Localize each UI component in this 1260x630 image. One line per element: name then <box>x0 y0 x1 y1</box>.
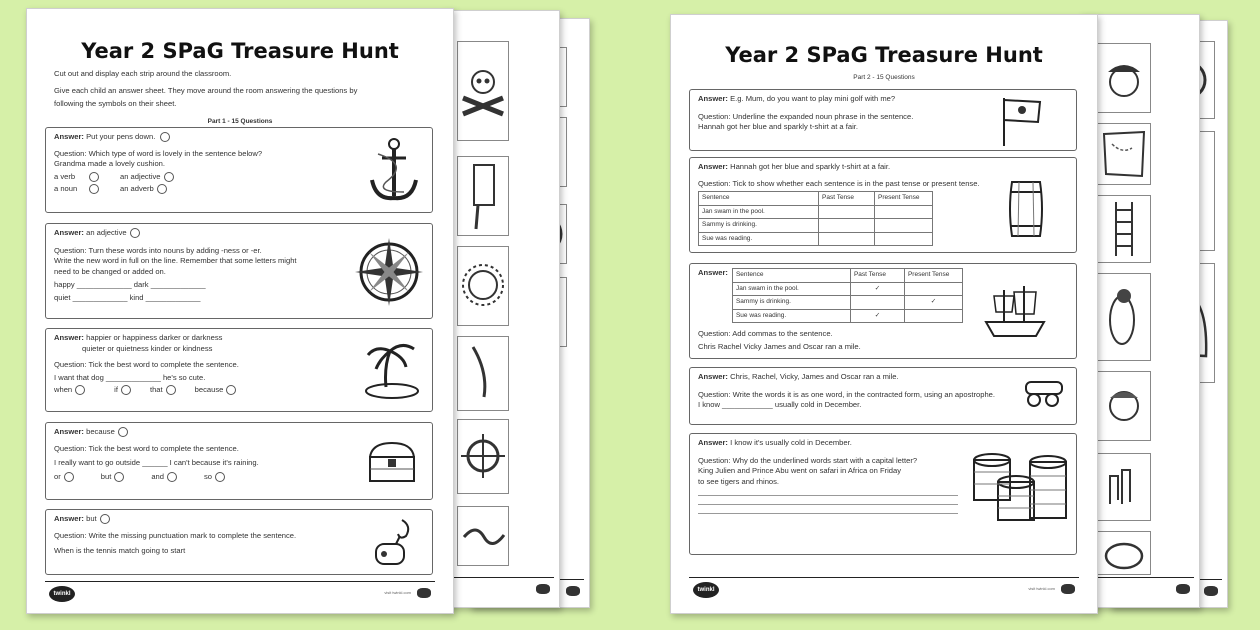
picture-card <box>457 246 509 326</box>
option-checkbox[interactable] <box>89 172 99 182</box>
footer <box>689 577 1079 603</box>
tick-cell[interactable] <box>875 219 933 233</box>
pot-of-gold-icon <box>1098 532 1150 574</box>
part-label: Part 2 - 15 Questions <box>853 74 915 81</box>
answer-line[interactable] <box>698 495 958 496</box>
anchor-icon <box>366 134 422 206</box>
pirate-face-icon <box>1098 44 1150 112</box>
answer-line[interactable] <box>698 513 958 514</box>
picture-card <box>1097 195 1151 263</box>
skull-crossbones-icon <box>458 42 508 140</box>
hook-icon <box>366 514 416 572</box>
option-checkbox[interactable] <box>121 385 131 395</box>
tick-icon <box>118 427 128 437</box>
instructions: Cut out and display each strip around the classroom. Give each child an answer sheet. They move around the room answering the questions by following the symbols on their sheet. <box>54 69 358 108</box>
right-worksheet <box>670 14 1098 614</box>
tense-answer-table: Sentence Past Tense Present Tense Jan swam in the pool. ✓ Sammy is drinking. ✓ Sue was reading. ✓ <box>732 268 963 323</box>
tick-cell[interactable] <box>819 205 875 219</box>
cannon-icon <box>1016 374 1070 410</box>
left-back-sheet-1 <box>440 10 560 608</box>
tick-icon <box>100 514 110 524</box>
picture-card <box>457 336 509 411</box>
twinkl-logo-icon <box>566 586 580 596</box>
tick-cell[interactable] <box>875 232 933 246</box>
question-strip: Answer: an adjective Question: Turn these words into nouns by adding -ness or -er. Write the new word in full on the line. Remember that some letters might need to be changed or added on. happy _____________ dark _____________ quiet _____________ kind _____________ <box>45 223 433 319</box>
twinkl-logo-icon <box>417 588 431 598</box>
picture-card <box>457 41 509 141</box>
question-strip: Answer: but Question: Write the missing punctuation mark to complete the sentence. When is the tennis match going to start <box>45 509 433 575</box>
question-strip: Answer: E.g. Mum, do you want to play mini golf with me? Question: Underline the expanded noun phrase in the sentence. Hannah got her blue and sparkly t-shirt at a fair. <box>689 89 1077 151</box>
tick-cell[interactable] <box>819 219 875 233</box>
island-icon <box>362 337 422 403</box>
footer <box>446 577 554 603</box>
twinkl-logo-icon <box>1061 584 1075 594</box>
tick-cell[interactable] <box>875 205 933 219</box>
question-strip: Answer: Hannah got her blue and sparkly t-shirt at a fair. Question: Tick to show whether each sentence is in the past tense or present tense. Sentence Past Tense Present Tense Jan swam in the pool. Sammy is drinking. Sue was reading. <box>689 157 1077 253</box>
question-strip: Answer: Put your pens down. Question: Which type of word is lovely in the sentence below? Grandma made a lovely cushion. a verb an adjective a noun an adverb <box>45 127 433 213</box>
ladder-icon <box>1098 196 1150 262</box>
answer-line[interactable] <box>698 504 958 505</box>
page-title: Year 2 SPaG Treasure Hunt <box>725 43 1043 67</box>
ship-wheel-icon <box>458 420 508 493</box>
footer-url: visit twinkl.com <box>1028 586 1055 591</box>
page-title: Year 2 SPaG Treasure Hunt <box>81 39 399 63</box>
option-checkbox[interactable] <box>157 184 167 194</box>
option-checkbox[interactable] <box>215 472 225 482</box>
option-checkbox[interactable] <box>164 172 174 182</box>
treasure-map-icon <box>1098 124 1150 184</box>
sun-icon <box>458 247 508 325</box>
question-strip: Answer: I know it's usually cold in December. Question: Why do the underlined words start with a capital letter? King Julien and Prince Abu went on safari in Africa on Friday to see tigers and rhinos. <box>689 433 1077 555</box>
twinkl-logo-icon <box>1176 584 1190 594</box>
question-strip: Answer: happier or happiness darker or darkness quieter or quietness kinder or kindness Question: Tick the best word to complete the sentence. I want that dog _____________ he's so cute. when if that because <box>45 328 433 412</box>
footer-url: visit twinkl.com <box>384 590 411 595</box>
option-checkbox[interactable] <box>226 385 236 395</box>
tick-cell[interactable] <box>819 232 875 246</box>
barrel-icon <box>1004 176 1048 242</box>
tense-table: Sentence Past Tense Present Tense Jan swam in the pool. Sammy is drinking. Sue was reading. <box>698 191 933 246</box>
picture-card <box>1097 43 1151 113</box>
tick-icon <box>130 228 140 238</box>
picture-card <box>1097 273 1151 361</box>
picture-card <box>457 506 509 566</box>
twinkl-logo-icon <box>1204 586 1218 596</box>
option-checkbox[interactable] <box>114 472 124 482</box>
picture-card <box>457 156 509 236</box>
compass-icon <box>354 232 424 312</box>
picture-card <box>1097 531 1151 575</box>
picture-card <box>457 419 509 494</box>
ship-icon <box>980 282 1050 342</box>
twinkl-logo: twinkl <box>49 586 75 602</box>
option-checkbox[interactable] <box>89 184 99 194</box>
option-checkbox[interactable] <box>167 472 177 482</box>
rope-icon <box>458 507 508 565</box>
question-strip: Answer: Sentence Past Tense Present Tense Jan swam in the pool. ✓ Sammy is drinking. ✓ Sue was reading. ✓ Question: Add commas to the sentence. Chris Rachel Vicky James and Oscar ran a mile. <box>689 263 1077 359</box>
twinkl-logo: twinkl <box>693 582 719 598</box>
hands-icon <box>1098 454 1150 520</box>
sword-icon <box>458 337 508 410</box>
part-label: Part 1 - 15 Questions <box>207 118 273 125</box>
twinkl-logo-icon <box>536 584 550 594</box>
right-back-sheet-1 <box>1080 14 1200 608</box>
flag-icon <box>996 94 1046 148</box>
option-checkbox[interactable] <box>75 385 85 395</box>
peg-leg-icon <box>458 157 508 235</box>
treasure-chest-icon <box>364 433 420 489</box>
question-strip: Answer: because Question: Tick the best word to complete the sentence. I really want to go outside ______ I can't because it's raining. or but and so <box>45 422 433 500</box>
footer <box>1086 577 1194 603</box>
coins-icon <box>970 442 1070 532</box>
picture-card <box>1097 453 1151 521</box>
picture-card <box>1097 371 1151 441</box>
footer <box>45 581 435 607</box>
parrot-icon <box>1098 274 1150 360</box>
option-checkbox[interactable] <box>64 472 74 482</box>
pirate-kid-icon <box>1098 372 1150 440</box>
left-worksheet <box>26 8 454 614</box>
question-strip: Answer: Chris, Rachel, Vicky, James and Oscar ran a mile. Question: Write the words it is as one word, in the contracted form, using an apostrophe. I know ____________ usually cold in December. <box>689 367 1077 425</box>
picture-card <box>1097 123 1151 185</box>
option-checkbox[interactable] <box>166 385 176 395</box>
tick-icon <box>160 132 170 142</box>
